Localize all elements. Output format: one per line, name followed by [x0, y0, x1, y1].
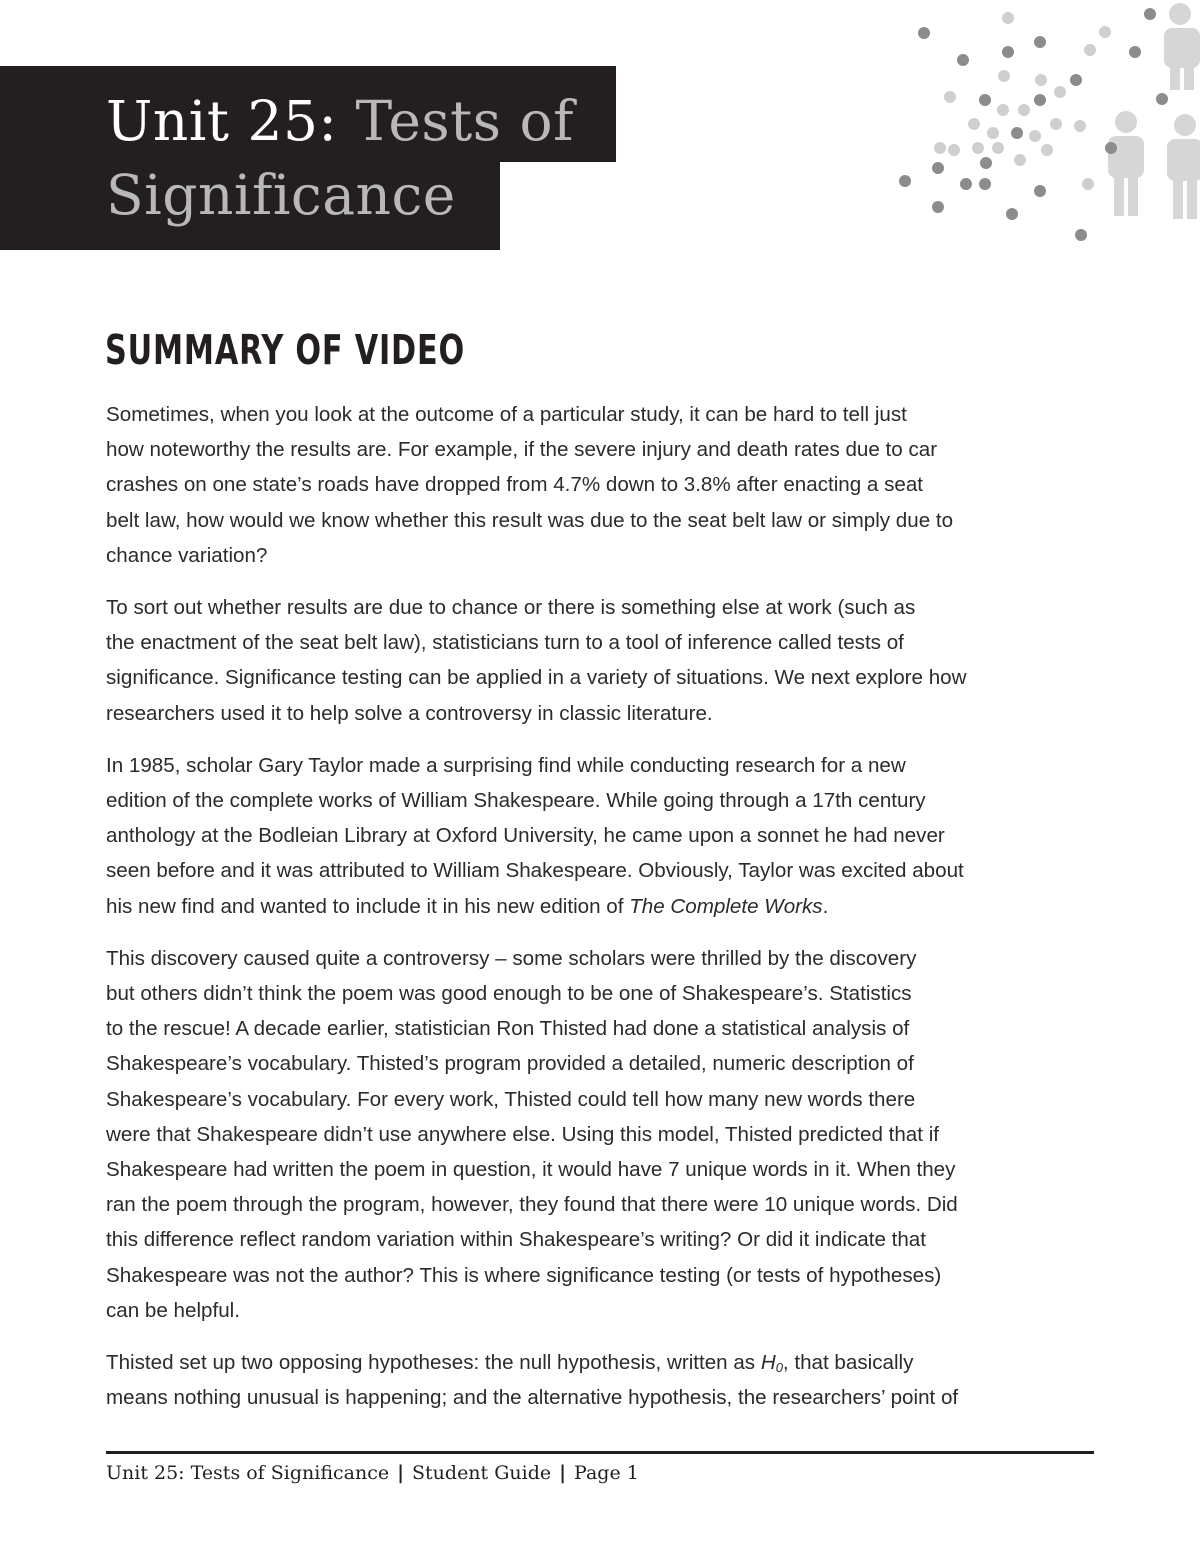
title-unit: Unit 25:	[106, 89, 338, 153]
text-line: chance variation?	[106, 543, 268, 567]
text-line: anthology at the Bodleian Library at Oxford University, he came upon a sonnet he had never	[106, 824, 945, 848]
title-topic-part-2: Significance	[106, 163, 456, 227]
text-line: Shakespeare’s vocabulary. For every work, Thisted could tell how many new words there	[106, 1087, 916, 1111]
section-heading: SUMMARY OF VIDEO	[105, 326, 466, 374]
text-fragment: , that basically	[782, 1351, 914, 1375]
text-line: seen before and it was attributed to William Shakespeare. Obviously, Taylor was excited about	[106, 859, 964, 883]
text-line: ran the poem through the program, however, they found that there were 10 unique words. Did	[106, 1193, 958, 1217]
title-line-1	[106, 84, 626, 158]
text-line: Shakespeare had written the poem in question, it would have 7 unique words in it. When they	[106, 1158, 956, 1182]
text-line	[106, 1345, 1101, 1380]
paragraph-2	[106, 590, 1101, 731]
title-topic-part-1: Tests of	[355, 89, 574, 153]
title-line-2	[106, 158, 626, 232]
page-footer	[106, 1462, 639, 1484]
page-title	[106, 84, 626, 232]
text-line: means nothing unusual is happening; and the alternative hypothesis, the researchers’ point of	[106, 1386, 959, 1410]
text-line: how noteworthy the results are. For example, if the severe injury and death rates due to car	[106, 438, 938, 462]
paragraph-4	[106, 941, 1101, 1328]
people-figures-and-dots-icon	[880, 0, 1200, 250]
null-hypothesis-symbol: H	[760, 1351, 776, 1375]
text-line: but others didn’t think the poem was good enough to be one of Shakespeare’s. Statistics	[106, 982, 912, 1006]
text-fragment: his new find and wanted to include it in his new edition of	[106, 894, 630, 918]
text-line	[106, 889, 1101, 924]
text-line: to the rescue! A decade earlier, statistician Ron Thisted had done a statistical analysis of	[106, 1017, 910, 1041]
text-line: the enactment of the seat belt law), statisticians turn to a tool of inference called tests of	[106, 631, 904, 655]
text-line: Shakespeare’s vocabulary. Thisted’s program provided a detailed, numeric description of	[106, 1052, 914, 1076]
footer-divider	[106, 1451, 1094, 1454]
text-line: This discovery caused quite a controversy – some scholars were thrilled by the discovery	[106, 946, 917, 970]
text-fragment: Thisted set up two opposing hypotheses: the null hypothesis, written as	[106, 1351, 761, 1375]
text-line: this difference reflect random variation within Shakespeare’s writing? Or did it indicate that	[106, 1228, 926, 1252]
text-line: can be helpful.	[106, 1298, 240, 1322]
null-hypothesis-subscript: 0	[775, 1360, 783, 1376]
paragraph-5	[106, 1345, 1101, 1415]
footer-separator: |	[397, 1462, 405, 1484]
text-line: Shakespeare was not the author? This is where significance testing (or tests of hypotheses)	[106, 1263, 942, 1287]
book-title: The Complete Works	[629, 894, 823, 918]
footer-guide: Student Guide	[412, 1462, 552, 1484]
text-line: To sort out whether results are due to chance or there is something else at work (such as	[106, 596, 916, 620]
summary-body	[106, 397, 1101, 1415]
text-line: significance. Significance testing can be applied in a variety of situations. We next explore how	[106, 666, 967, 690]
text-line: In 1985, scholar Gary Taylor made a surprising find while conducting research for a new	[106, 753, 906, 777]
paragraph-1	[106, 397, 1101, 573]
footer-separator: |	[559, 1462, 567, 1484]
text-line: belt law, how would we know whether this result was due to the seat belt law or simply due to	[106, 508, 954, 532]
text-line: Sometimes, when you look at the outcome of a particular study, it can be hard to tell just	[106, 403, 907, 426]
paragraph-3	[106, 748, 1101, 924]
footer-page-number: Page 1	[574, 1462, 639, 1484]
text-line: were that Shakespeare didn’t use anywhere else. Using this model, Thisted predicted that if	[106, 1122, 939, 1146]
text-line: researchers used it to help solve a controversy in classic literature.	[106, 701, 713, 725]
text-line: edition of the complete works of William Shakespeare. While going through a 17th century	[106, 789, 926, 813]
footer-unit: Unit 25: Tests of Significance	[106, 1462, 390, 1484]
text-line: crashes on one state’s roads have dropped from 4.7% down to 3.8% after enacting a seat	[106, 473, 924, 497]
text-fragment: .	[822, 894, 829, 918]
